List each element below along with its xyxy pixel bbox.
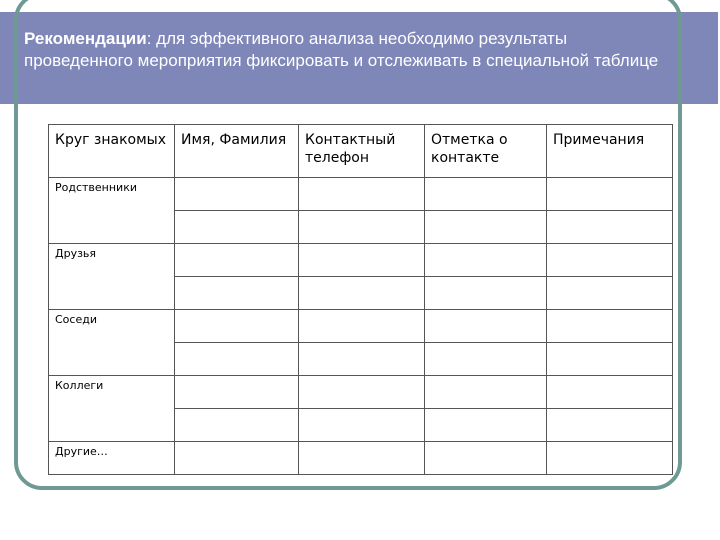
table-cell[interactable]: [547, 376, 673, 409]
table-cell[interactable]: [547, 178, 673, 211]
table-cell[interactable]: [425, 310, 547, 343]
table-cell[interactable]: [299, 277, 425, 310]
table-cell[interactable]: [299, 376, 425, 409]
table-cell[interactable]: [547, 442, 673, 475]
column-header-circle: Круг знакомых: [49, 125, 175, 178]
table-cell[interactable]: [425, 409, 547, 442]
table-cell[interactable]: [175, 310, 299, 343]
recommendation-label: Рекомендации: [24, 29, 147, 48]
column-header-contact-mark: Отметка о контакте: [425, 125, 547, 178]
table-row: [49, 442, 673, 475]
table-cell[interactable]: [299, 178, 425, 211]
table-cell[interactable]: [299, 310, 425, 343]
table-cell[interactable]: [425, 376, 547, 409]
table-cell[interactable]: [175, 442, 299, 475]
table-row: [49, 244, 673, 277]
table-cell[interactable]: [425, 277, 547, 310]
contact-tracking-table: [48, 124, 673, 475]
table-cell[interactable]: [175, 244, 299, 277]
table-cell[interactable]: [175, 178, 299, 211]
table-cell[interactable]: [299, 244, 425, 277]
table-cell[interactable]: [175, 376, 299, 409]
table-cell[interactable]: [547, 310, 673, 343]
table-cell[interactable]: [175, 343, 299, 376]
table-cell[interactable]: [175, 409, 299, 442]
category-friends: Друзья: [49, 244, 175, 310]
category-neighbors: Соседи: [49, 310, 175, 376]
table-cell[interactable]: [299, 409, 425, 442]
recommendation-body: : для эффективного анализа необходимо результаты проведенного мероприятия фиксировать и отслеживать в специальной таблице: [24, 29, 659, 70]
table-row: [49, 178, 673, 211]
table-cell[interactable]: [299, 343, 425, 376]
column-header-phone: Контактный телефон: [299, 125, 425, 178]
table-cell[interactable]: [547, 211, 673, 244]
category-others: Другие…: [49, 442, 175, 475]
table-cell[interactable]: [547, 343, 673, 376]
table-row: [49, 310, 673, 343]
table-header-row: [49, 125, 673, 178]
column-header-name: Имя, Фамилия: [175, 125, 299, 178]
table-cell[interactable]: [425, 343, 547, 376]
table-cell[interactable]: [175, 211, 299, 244]
table-cell[interactable]: [547, 409, 673, 442]
category-relatives: Родственники: [49, 178, 175, 244]
table-cell[interactable]: [425, 211, 547, 244]
column-header-notes: Примечания: [547, 125, 673, 178]
table-cell[interactable]: [425, 178, 547, 211]
category-colleagues: Коллеги: [49, 376, 175, 442]
table-cell[interactable]: [299, 211, 425, 244]
table-cell[interactable]: [425, 244, 547, 277]
table-cell[interactable]: [547, 277, 673, 310]
table-cell[interactable]: [425, 442, 547, 475]
table-cell[interactable]: [175, 277, 299, 310]
table-cell[interactable]: [299, 442, 425, 475]
table-cell[interactable]: [547, 244, 673, 277]
table-row: [49, 376, 673, 409]
